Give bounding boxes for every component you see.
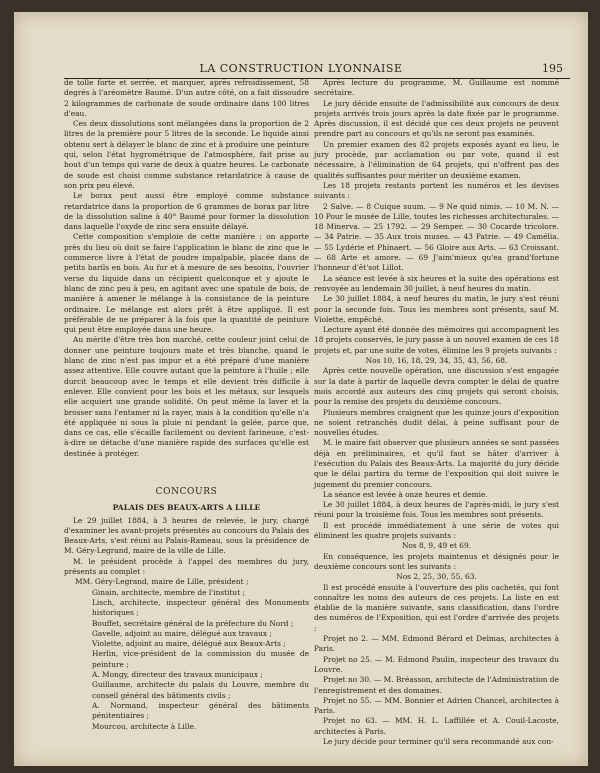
paragraph: M. le maire fait observer que plusieurs années se sont passées déjà en préliminaires, et qu'il faut se hâter d'arriver à l'exécution du Palais des Beaux-Arts. La majorité du jury décide que le délai partira du terme de l'exposition qui doit suivre le jugement du premier concours. (314, 438, 559, 489)
paragraph: Cette composition s'emploie de cette manière : on apporte près du lieu où doit se faire l'application le blanc de zinc que le commerce livre à l'état de poudre impalpable, placée dans de petits barils en bois. Au fur et à mesure de ses besoins, l'ouvrier verse du liquide dans un récipient quelconque et y ajoute le blanc de zinc peu à peu, en agitant avec une spatule de bois, de manière à amener le mélange à la consistance de la peinture ordinaire. Le mélange est alors prêt à être appliqué. Il est préférable de ne préparer à la fois que la quantité de peinture qui peut être employée dans une heure. (64, 232, 309, 335)
paragraph: Au mérite d'être très bon marché, cette couleur joint celui de donner une peinture toujours mate et très blanche, quand le blanc de zinc n'est pas impur et a été préparé d'une manière assez attentive. Elle couvre autant que la peinture à l'huile ; elle durcit beaucoup avec le temps et elle devient très difficile à enlever. Elle convient pour les bois et les métaux, sur lesquels elle acquiert une grande solidité. On peut même la laver et la brosser sans l'entamer ni la rayer, mais à la condition qu'elle n'a été appliquée ni sous la pluie ni pendant la gelée, parce que, dans ce cas, elle s'écaille facilement ou devient farineuse, c'est-à-dire se détache d'une manière rapide des surfaces qu'elle est destinée à protéger. (64, 335, 309, 458)
left-column-text (64, 78, 309, 459)
paragraph: Lisch, architecte, inspecteur général des Monuments historiques ; (92, 597, 309, 618)
paragraph: Herlin, vice-président de la commission du musée de peinture ; (92, 649, 309, 669)
right-column-text (314, 78, 559, 747)
paragraph: En conséquence, les projets maintenus et désignés pour le deuxième concours sont les suivants : (314, 551, 559, 571)
paragraph: Projet no 2. — MM. Edmond Bérard et Delmas, architectes à Paris. (314, 634, 559, 654)
paragraph: Ginain, architecte, membre de l'institut ; (92, 587, 245, 597)
paragraph: Il est procédé ensuite à l'ouverture des plis cachetés, qui font connaître les noms des auteurs de ces projets. La liste en est établie de la manière suivante, sans classification, dans l'ordre des numéros de l'Exposition, qui est l'ordre d'arrivée des projets : (314, 582, 559, 633)
subsection-title: PALAIS DES BEAUX-ARTS A LILLE (112, 503, 261, 513)
paragraph: 2 Salve. — 8 Cuique suum. — 9 Ne quid nimis. — 10 M. N. — 10 Pour le musée de Lille, toutes les richesses architecturales. — 18 Minerva. — 25 1792. — 29 Semper. — 30 Cocarde tricolore. — 34 Patrie. — 35 Aux trois muses. — 43 Patrie. — 49 Camélia. — 55 Lydérie et Phinaert. — 56 Gloire aux Arts. — 63 Croissant. — 68 Arte et amore. — 69 J'aim'mieux qu'ea grand'fortune l'honneur d'êt'sot Lillot. (314, 201, 559, 273)
paragraph: A. Normand, inspecteur général des bâtiments pénitentiaires ; (92, 700, 309, 721)
running-header (14, 62, 588, 76)
paragraph: MM. Géry-Legrand, maire de Lille, président ; (75, 577, 249, 587)
paragraph: Un premier examen des 82 projets exposés ayant eu lieu, le jury procède, par acclamation ou par vote, quand il est nécessaire, à l'élimination de 64 projets, qui n'offrent pas des qualités suffisantes pour mériter un deuxième examen. (314, 139, 559, 180)
paragraph: Projet no 63. — MM. H. L. Laffillée et A. Couil-Lacoste, architectes à Paris. (314, 716, 559, 736)
paragraph: A. Mongy, directeur des travaux municipaux ; (92, 670, 263, 680)
paragraph: Bouffet, secrétaire général de la préfecture du Nord ; (92, 618, 294, 628)
right-column (314, 78, 559, 746)
paragraph: Le jury décide ensuite de l'admissibilité aux concours de deux projets arrivés trois jours après la date fixée par le programme. Après discussion, il est décidé que ces deux projets ne peuvent prendre part au concours et qu'ils ne seront pas examinés. (314, 98, 559, 139)
paragraph: Violette, adjoint au maire, délégué aux Beaux-Arts ; (92, 639, 286, 649)
page (14, 12, 588, 766)
paragraph: Projet no 25. — M. Edmond Paulin, inspecteur des travaux du Louvre. (314, 654, 559, 674)
paragraph: La séance est levée à onze heures et demie. (323, 489, 488, 499)
paragraph: M. le président procède à l'appel des membres du jury, présents au complet : (64, 556, 309, 577)
paragraph: Le borax peut aussi être employé comme substance retardatrice dans la proportion de 6 grammes de borax par litre de la dissolution saline à 40° Baumé pour former la dissolution dans laquelle l'oxyde de zinc sera ensuite délayé. (64, 191, 309, 232)
paragraph: Guillaume, architecte du palais du Louvre, membre du conseil général des bâtiments civils ; (92, 680, 309, 700)
concours-text (64, 516, 309, 732)
paragraph: Le jury décide pour terminer qu'il sera recommandé aux con- (323, 737, 554, 746)
paragraph: Nos 8, 9, 49 et 69. (401, 541, 472, 551)
paragraph: Ces deux dissolutions sont mélangées dans la proportion de 2 litres de la première pour 5 litres de la seconde. Le liquide ainsi obtenu sert à délayer le blanc de zinc et à produire une peinture qui, selon l'état hygrométrique de l'atmosphère, fait prise au bout d'un temps qui varie de deux à quatre heures. Le carbonate de soude est choisi comme substance retardatrice à cause de son prix peu élevé. (64, 119, 309, 190)
paragraph: Le 30 juillet 1884, à neuf heures du matin, le jury s'est réuni pour la seconde fois. Tous les membres sont présents, sauf M. Violette, empêché. (314, 294, 559, 324)
paragraph: Lecture ayant été donnée des mémoires qui accompagnent les 18 projets conservés, le jury passe à un nouvel examen de ces 18 projets et, par une suite de votes, élimine les 9 projets suivants : (314, 325, 559, 355)
paragraph: de tolle forte et serrée, et marquer, après refroidissement, 58 degrés à l'aréomètre Baumé. D'un autre côté, on a fait dissoudre 2 kilogrammes de carbonate de soude ordinaire dans 100 litres d'eau. (64, 78, 309, 118)
paragraph: Plusieurs membres craignent que les quinze jours d'exposition ne soient retranchés dudit délai, à peine suffisant pour de nouvelles études. (314, 407, 559, 438)
paragraph: Projet no 55. — MM. Bonnier et Adrien Chancel, architectes à Paris. (314, 695, 559, 716)
paragraph: Mourcou, architecte à Lille. (92, 721, 197, 731)
paragraph: Nos 10, 16, 18, 29, 34, 35, 43, 56, 68. (365, 356, 508, 366)
section-title: CONCOURS (155, 486, 218, 497)
paragraph: Projet no 30. — M. Bréasson, architecte de l'Administration de l'enregistrement et des domaines. (314, 675, 559, 695)
paragraph: Gavelle, adjoint au maire, délégué aux travaux ; (92, 628, 272, 638)
paragraph: Nos 2, 25, 30, 55, 63. (396, 572, 477, 582)
paragraph: Après cette nouvelle opération, une discussion s'est engagée sur la date à partir de laquelle devra compter le délai de quatre mois accordé aux auteurs des cinq projets qui seront choisis, pour la remise des projets du deuxième concours. (314, 366, 559, 407)
paragraph: Les 18 projets restants portent les numéros et les devises suivants : (314, 180, 559, 201)
paragraph: Après lecture du programme, M. Guillaume est nommé secrétaire. (314, 78, 559, 98)
paragraph: La séance est levée à six heures et la suite des opérations est renvoyée au lendemain 30 juillet, à neuf heures du matin. (314, 273, 559, 293)
page-number: 195 (542, 62, 563, 75)
paragraph: Le 29 juillet 1884, à 3 heures de relevée, le jury, chargé d'examiner les avant-projets présentés au concours du Palais des Beaux-Arts, s'est réuni au Palais-Rameau, sous la présidence de M. Géry-Legrand, maire de la ville de Lille. (64, 515, 309, 556)
journal-title: LA CONSTRUCTION LYONNAISE (199, 62, 403, 75)
paragraph: Le 30 juillet 1884, à deux heures de l'après-midi, le jury s'est réuni pour la troisième fois. Tous les membres sont présents. (314, 500, 559, 520)
paragraph: Il est procédé immédiatement à une série de votes qui éliminent les quatre projets suivants : (314, 520, 559, 541)
left-column (64, 78, 309, 733)
